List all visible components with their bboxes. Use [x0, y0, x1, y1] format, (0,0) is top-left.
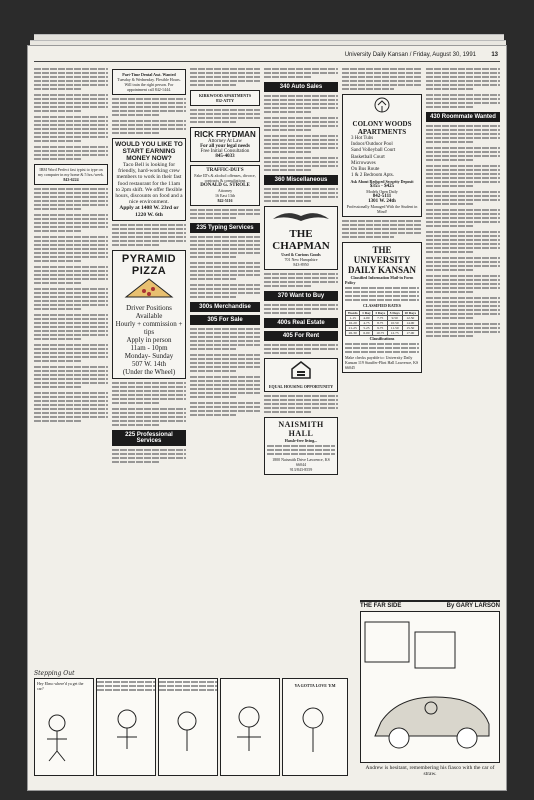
rates-cell: 26-30 [346, 331, 360, 336]
part-time-title: Part-Time Dental Asst. Wanted [122, 72, 176, 77]
part-time-detail: Tuesday & Wednesday. Flexible Hours. Will train the right person. For appointment call 842-1444. [117, 77, 181, 92]
naismith-title: NAISMITH HALL [278, 420, 324, 438]
classified-column-4 [264, 66, 338, 670]
taco-bell-ad [112, 138, 186, 221]
cartoon-figure-icon [97, 693, 155, 759]
far-side-illustration-icon [361, 612, 499, 762]
rates-cell: 12.75 [387, 331, 402, 336]
classified-column-1 [34, 66, 108, 670]
listing-block [426, 209, 500, 227]
rates-cell: 10.50 [387, 321, 402, 326]
listing-block [190, 402, 260, 416]
rates-header: 3 Days [373, 311, 388, 316]
part-time-ad [112, 69, 186, 95]
colony-feature: 1 & 2 Bedroom Apts. [351, 173, 394, 179]
listing-block [264, 273, 338, 287]
chapman-phone: 843-8950 [293, 262, 309, 267]
taco-headline: WOULD YOU LIKE TO START EARNING MONEY NOW? [115, 141, 183, 162]
taco-body: Taco Bell is looking for friendly, hard-working crew members to work in their fast food restaurant for the 11am to 2pm shift. We offer flexible hours, discounts on food and a nice environment. [115, 162, 183, 206]
listing-block [426, 257, 500, 271]
traffic-role: Attorney [217, 188, 233, 193]
rates-cell: 21-25 [346, 326, 360, 331]
rick-title: Attorney At Law [208, 139, 242, 144]
section-misc: 360 Miscellaneous [264, 175, 338, 185]
rates-header: 10 Days [402, 311, 419, 316]
listing-block [34, 188, 108, 210]
mail-to: Make checks payable to: University Daily Kansan 119 Stauffer-Flint Hall Lawrence, KS 66045 [345, 355, 419, 371]
rates-cell: 12.50 [402, 316, 419, 321]
pizza-title: PYRAMID PIZZA [121, 252, 177, 277]
rates-cell: 8.75 [373, 321, 388, 326]
listing-block [264, 68, 338, 78]
pizza-line-4: 11am - 10pm [130, 343, 168, 352]
colony-open: Models Open Daily [366, 189, 398, 195]
rates-cell: 15.50 [402, 326, 419, 331]
comic-speech: Hey Elmo where'd ya get the car? [37, 681, 84, 691]
classified-column-5 [342, 66, 422, 670]
colony-phone: 842-5111 [372, 194, 392, 200]
listing-block [34, 288, 108, 310]
listing-block [190, 376, 260, 398]
pizza-line-2: Hourly + commission + tips [115, 319, 183, 336]
listing-block [426, 68, 500, 90]
traffic-attorney: DONALD G. STROLE [200, 183, 250, 188]
listing-block [264, 395, 338, 413]
kansan-subtitle: Classified Information Mail-in Form [350, 275, 414, 281]
rick-name: RICK FRYDMAN [194, 130, 256, 139]
section-for-sale: 305 For Sale [190, 315, 260, 325]
listing-block [342, 68, 422, 90]
listing-block [34, 236, 108, 262]
listing-block [426, 165, 500, 187]
listing-block [34, 266, 108, 284]
chapman-sub: Used & Curious Goods [281, 252, 321, 257]
classified-column-2 [112, 66, 186, 670]
listing-block [34, 94, 108, 112]
ibm-ad-text: IBM Word Perfect fast typist to type on my computer in my home & 5 hrs./week. [38, 167, 104, 177]
colony-special: Ask About Reduced Security Deposit [350, 179, 414, 185]
comic-speech: YA GOTTA LOVE 'EM [294, 683, 336, 688]
listing-block [34, 344, 108, 362]
listing-block [264, 157, 338, 171]
strip-title: Stepping Out [34, 670, 75, 677]
rates-cell: 17.00 [402, 331, 419, 336]
listing-block [426, 147, 500, 161]
listing-block [190, 262, 260, 280]
section-for-rent: 405 For Rent [264, 331, 338, 341]
pizza-line-7: (Under the Wheel) [122, 367, 176, 376]
equal-housing-logo [264, 358, 338, 392]
pizza-line-3: Apply in person [126, 335, 172, 344]
eagle-emblem-icon [271, 209, 331, 223]
newspaper-page [28, 46, 506, 790]
naismith-sub: Hassle-free living... [284, 438, 318, 443]
listing-block [264, 95, 338, 113]
classified-column-6 [426, 66, 500, 670]
rates-cell: 9.75 [373, 326, 388, 331]
rates-title: CLASSIFIED RATES [362, 303, 402, 309]
listing-block [426, 297, 500, 319]
listing-block [34, 116, 108, 142]
listing-block [34, 68, 108, 90]
taco-apply: Apply at 1408 W. 23rd or 1220 W. 6th [119, 205, 179, 218]
comic-panel-2 [96, 678, 156, 776]
comic-panel-4 [220, 678, 280, 776]
colony-feature: Indoor/Outdoor Pool [351, 142, 393, 148]
rates-cell: 1-15 [346, 316, 360, 321]
chapman-addr: 701 New Hampshire [284, 257, 318, 262]
listing-block [112, 382, 186, 404]
listing-block [426, 191, 500, 205]
listing-block [112, 449, 186, 463]
rates-cell: 4.75 [360, 321, 373, 326]
rates-cell: 11.50 [387, 326, 402, 331]
rates-cell: 9.50 [387, 316, 402, 321]
rick-phone: 845-4033 [215, 154, 235, 159]
comic-panel-5 [282, 678, 348, 776]
listing-block [190, 284, 260, 298]
pizza-line-1: Driver Positions Available [126, 303, 172, 320]
page-number: 13 [491, 52, 498, 58]
listing-block [264, 304, 338, 314]
kirkwood-ad [190, 90, 260, 106]
pizza-line-5: Monday- Sunday [124, 351, 174, 360]
naismith-addr: 1800 Naismith Drive Lawrence, KS 66044 [272, 457, 330, 467]
listing-block [34, 146, 108, 160]
chapman-title: THE CHAPMAN [272, 228, 330, 252]
rick-frydman-ad [190, 127, 260, 162]
equal-housing-text: EQUAL HOUSING OPPORTUNITY [268, 384, 334, 389]
listing-block [190, 109, 260, 123]
pizza-line-6: 507 W. 14th [131, 359, 167, 368]
cartoon-figure-icon [283, 688, 347, 768]
ibm-ad [34, 164, 108, 185]
listing-block [426, 323, 500, 337]
section-auto: 340 Auto Sales [264, 82, 338, 92]
section-real-estate: 400s Real Estate [264, 318, 338, 328]
section-typing: 235 Typing Services [190, 223, 260, 233]
listing-block [190, 354, 260, 372]
listing-block [264, 135, 338, 153]
tree-logo-icon [362, 97, 402, 115]
rates-cell: 16-20 [346, 321, 360, 326]
colony-features [345, 136, 419, 179]
colony-feature: Basketball Court [351, 154, 385, 160]
rates-cell: 4.00 [360, 316, 373, 321]
classifications-heading: Classifications [369, 336, 395, 342]
listing-block [264, 344, 338, 354]
section-roommate: 430 Roommate Wanted [426, 112, 500, 122]
cartoon-figure-icon [35, 693, 93, 763]
colony-manager: Professionally Managed With the Student in Mind! [346, 204, 418, 215]
rates-cell: 6.00 [360, 331, 373, 336]
listing-block [342, 220, 422, 238]
colony-feature: Sand Volleyball Court [351, 148, 396, 154]
far-side-author: By GARY LARSON [446, 603, 500, 609]
listing-block [190, 236, 260, 258]
colony-price: $355 - $425 [369, 184, 395, 190]
far-side-panel [360, 611, 500, 763]
listing-block [112, 120, 186, 134]
kirkwood-phone: 832-ATTY [215, 98, 235, 103]
colony-title: COLONY WOODS APARTMENTS [352, 120, 412, 136]
comic-panel-1 [34, 678, 94, 776]
section-professional: 225 Professional Services [112, 430, 186, 446]
listing-block [426, 94, 500, 108]
comic-panel-3 [158, 678, 218, 776]
rick-sub: Free Initial Consultation [200, 149, 250, 154]
comics-area [34, 603, 500, 782]
listing-block [190, 209, 260, 219]
listing-block [34, 392, 108, 422]
colony-addr: 1301 W. 24th [368, 199, 396, 205]
colony-woods-ad [342, 94, 422, 217]
rates-header: 1 Day [360, 311, 373, 316]
rates-cell: 7.75 [373, 316, 388, 321]
far-side-header [360, 600, 500, 609]
chapman-ad [264, 206, 338, 270]
rates-cell: 5.25 [360, 326, 373, 331]
colony-feature: 3 Hot Tubs [351, 136, 374, 141]
traffic-dui-ad [190, 165, 260, 206]
far-side-caption: Andrew is hesitant, remembering his fiasco with the car of straw. [365, 765, 495, 777]
listing-block [112, 224, 186, 246]
traffic-addr: 16 East 13th [215, 193, 235, 198]
colony-feature: Microwaves [351, 160, 376, 166]
rates-table [345, 310, 419, 336]
kirkwood-title: KIRKWOOD APARTMENTS [198, 93, 252, 98]
colony-feature: On Bus Route [351, 167, 380, 173]
ibm-ad-phone: 843-6224 [63, 177, 79, 182]
far-side-comic [360, 600, 500, 782]
listing-block [34, 314, 108, 340]
classified-column-3 [190, 66, 260, 670]
rates-header: Words [346, 311, 360, 316]
listing-block [426, 275, 500, 293]
pyramid-pizza-ad [112, 250, 186, 379]
traffic-sub: Fake ID's & alcohol offenses, divorce, contracts & consultations [194, 173, 256, 183]
kansan-title: THE UNIVERSITY DAILY KANSAN [347, 245, 417, 276]
kansan-policy: Policy [345, 280, 356, 286]
traffic-title: TRAFFIC-DUI'S [206, 168, 244, 173]
listing-block [190, 328, 260, 350]
cartoon-figure-icon [159, 693, 217, 759]
listing-block [426, 231, 500, 253]
listing-block [34, 214, 108, 232]
rates-header: 5 Days [387, 311, 402, 316]
far-side-title: THE FAR SIDE [360, 603, 402, 609]
section-want-to-buy: 370 Want to Buy [264, 291, 338, 301]
listing-block [34, 366, 108, 388]
publication-line: University Daily Kansan / Friday, August 30, 1991 [344, 52, 476, 58]
rick-tagline: For all your legal needs [200, 144, 250, 149]
section-merchandise: 300s Merchandise [190, 302, 260, 312]
header-rule [34, 61, 500, 62]
rates-cell: 14.00 [402, 321, 419, 326]
listing-block [112, 408, 186, 426]
naismith-phone: 913/843-8559 [289, 467, 313, 472]
listing-block [426, 125, 500, 143]
listing-block [264, 188, 338, 202]
rates-cell: 10.75 [373, 331, 388, 336]
kansan-classified-form [342, 242, 422, 373]
listing-block [190, 68, 260, 86]
listing-block [264, 117, 338, 131]
naismith-ad [264, 417, 338, 475]
cartoon-figure-icon [221, 679, 279, 769]
listing-block [112, 98, 186, 116]
pizza-slice-icon [122, 277, 176, 299]
traffic-phone: 842-5116 [217, 198, 233, 203]
house-icon [290, 361, 312, 379]
